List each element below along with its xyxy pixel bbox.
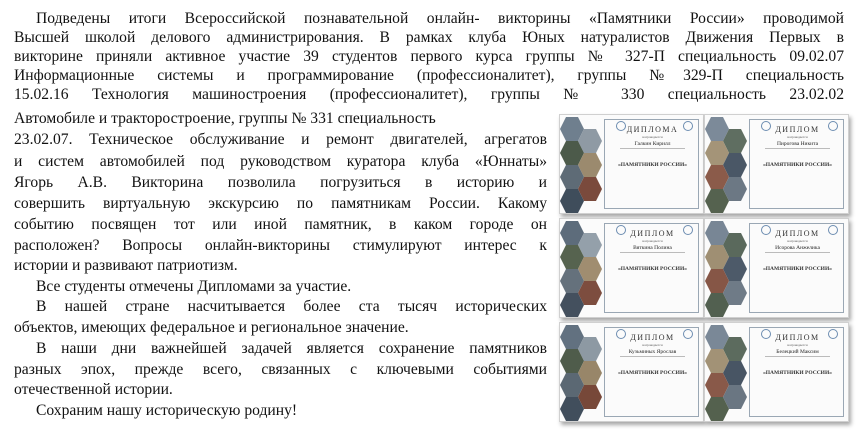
monument-hexagon-photos [560,115,608,213]
paragraph-line: объектов, имеющих федеральное и региональное значение. [14,319,409,336]
paragraph-line: событию посвящен тот или иной памятник, в каком городе он [14,216,547,233]
paragraph-line: Подведены итоги Всероссийской познавательной онлайн- викторины «Памятники России» проводимой [36,10,844,27]
diploma-recipient: Пирогова Никита [765,141,830,149]
diploma-title: ДИПЛОМ [630,229,675,238]
diploma-subtitle: награждается [787,343,808,347]
diploma-event: «ПАМЯТНИКИ РОССИИ» [618,162,687,168]
monument-hexagon-photos [705,115,753,213]
paragraph-line: разных эпох, прежде всего, связанных с ключевыми событиями [14,361,547,378]
diploma-recipient: Исорова Анжелика [765,245,830,253]
monument-hexagon-photos [560,219,608,317]
paragraph-line: В нашей стране насчитывается более ста тысяч исторических [36,298,547,315]
paragraph-line: 23.02.07. Техническое обслуживание и ремонт двигателей, агрегатов [14,131,547,148]
paragraph-line: расположен? Вопросы онлайн-викторины стимулируют интерес к [14,237,547,254]
diploma-event: «ПАМЯТНИКИ РОССИИ» [618,370,687,376]
diploma-subtitle: награждается [642,343,663,347]
paragraph-line: викторине приняли активное участие 39 студентов первого курса группы № 327-П специальность 09.02.07 [14,48,844,65]
diploma-subtitle: награждается [787,239,808,243]
diploma-recipient: Вяткина Полина [620,245,685,253]
paragraph-line: Автомобиле и тракторостроение, группы № 331 специальность [14,110,436,127]
diploma-card [704,322,849,422]
diploma-event: «ПАМЯТНИКИ РОССИИ» [618,266,687,272]
diploma-recipient: Кузьминых Ярослав [620,349,685,357]
diploma-recipient: Галкин Кирилл [620,141,685,149]
paragraph-line: В наши дни важнейшей задачей является сохранение памятников [36,340,547,357]
diploma-event: «ПАМЯТНИКИ РОССИИ» [763,162,832,168]
paragraph-line: отечественной истории. [14,381,173,398]
paragraph-line: Высшей школой делового администрирования. В рамках клуба Юных натуралистов Движения Первых в [14,29,844,46]
paragraph-line: Информационные системы и программирование (профессионалитет), группы №329-П специальность [14,67,844,84]
diploma-card [704,114,849,214]
diploma-title: ДИПЛОМ [630,333,675,342]
paragraph-line: совершить виртуальную экскурсию по памятникам России. Какому [14,195,547,212]
diploma-collage [553,112,849,424]
diploma-card [559,322,704,422]
paragraph-line: Все студенты отмечены Дипломами за участие. [36,278,352,295]
paragraph-line: Ягорь А.В. Викторина позволила погрузиться в историю и [14,174,547,191]
paragraph-line: истории и развивают патриотизм. [14,257,238,274]
monument-hexagon-photos [705,219,753,317]
paragraph-line: 15.02.16 Технология машиностроения (профессионалитет), группы № 330 специальность 23.02.02 [14,86,844,103]
paragraph-line: Сохраним нашу историческую родину! [36,402,298,419]
monument-hexagon-photos [560,323,608,421]
diploma-subtitle: награждается [787,135,808,139]
diploma-title: ДИПЛОМ [775,125,820,134]
monument-hexagon-photos [705,323,753,421]
diploma-event: «ПАМЯТНИКИ РОССИИ» [763,370,832,376]
diploma-card [559,218,704,318]
diploma-title: ДИПЛОМ [775,333,820,342]
diploma-subtitle: награждается [642,135,663,139]
diploma-subtitle: награждается [642,239,663,243]
diploma-card [559,114,704,214]
diploma-title: ДИПЛОМА [626,125,679,134]
diploma-event: «ПАМЯТНИКИ РОССИИ» [763,266,832,272]
diploma-recipient: Белецкий Максим [765,349,830,357]
paragraph-line: и систем автомобилей под руководством куратора клуба «Юннаты» [14,153,547,170]
diploma-title: ДИПЛОМ [775,229,820,238]
diploma-card [704,218,849,318]
